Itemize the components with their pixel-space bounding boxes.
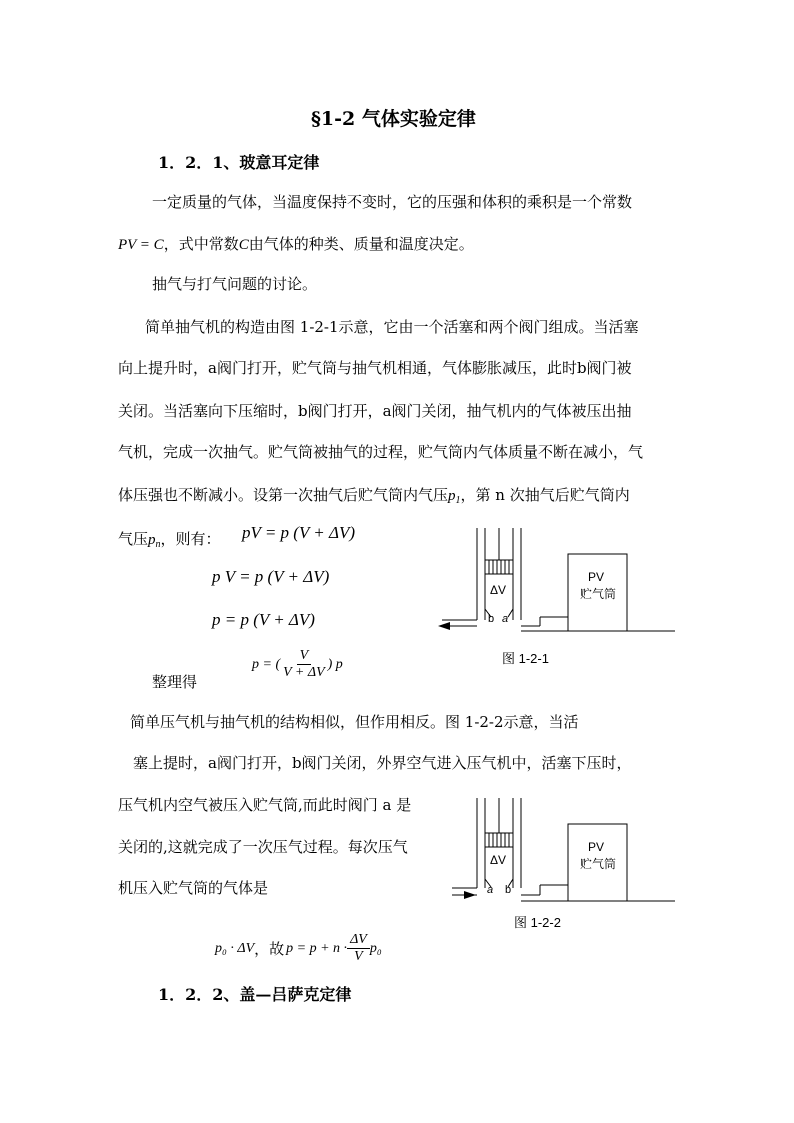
equation-1: pV = p (V + ΔV) (242, 523, 356, 542)
equation-pv-c: PV = C (118, 237, 164, 253)
paragraph-pump-line3: 关闭。当活塞向下压缩时，b阀门打开，a阀门关闭，抽气机内的气体被压出抽 (118, 402, 632, 420)
figure-pump-tank-label: 贮气筒 (580, 587, 617, 601)
figure-pump-caption: 图 1-2-1 (502, 651, 549, 666)
label-zhengli: 整理得 (152, 673, 198, 691)
paragraph-pump-line5: 体压强也不断减小。设第一次抽气后贮气筒内气压$p_1$，第 n 次抽气后贮气筒内 (118, 486, 630, 506)
paragraph-pump-line1: 简单抽气机的构造由图 1-2-1示意，它由一个活塞和两个阀门组成。当活塞 (145, 318, 639, 336)
equation-2: p V = p (V + ΔV) (212, 567, 330, 586)
paragraph-compressor-line3: 压气机内空气被压入贮气筒,而此时阀门 a 是 (118, 796, 412, 814)
section-heading-1-2-1: 1．2．1、玻意耳定律 (158, 153, 320, 172)
paragraph-boyle-line1: 一定质量的气体，当温度保持不变时，它的压强和体积的乘积是一个常数 (152, 193, 633, 211)
paragraph-compressor-line5: 机压入贮气筒的气体是 (118, 879, 269, 897)
section-heading-1-2-2: 1．2．2、盖—吕萨克定律 (158, 985, 352, 1004)
figure-compressor-tank-pv: PV (588, 840, 605, 854)
paragraph-compressor-line1: 简单压气机与抽气机的结构相似，但作用相反。图 1-2-2示意，当活 (130, 713, 579, 731)
figure-pump-diagram (430, 525, 680, 675)
figure-compressor-dv: ΔV (490, 853, 507, 867)
paragraph-compressor-line4: 关闭的,这就完成了一次压气过程。每次压气 (118, 838, 408, 856)
figure-pump-label-a: a (502, 613, 509, 625)
figure-compressor-label-b: b (505, 884, 512, 896)
figure-pump-tank-pv: PV (588, 570, 605, 584)
paragraph-discussion: 抽气与打气问题的讨论。 (152, 275, 318, 293)
figure-pump-label-b: b (488, 613, 495, 625)
paragraph-pump-line4: 气机，完成一次抽气。贮气筒被抽气的过程，贮气筒内气体质量不断在减小，气 (118, 443, 644, 461)
paragraph-boyle-line2: PV = C，式中常数C由气体的种类、质量和温度决定。 (118, 235, 474, 253)
figure-compressor-caption: 图 1-2-2 (514, 915, 561, 930)
equation-4: p = ( $\frac{V}{V + \Delta V}$ ) p (252, 648, 343, 680)
figure-compressor-diagram (430, 795, 680, 935)
page-title: §1-2 气体实验定律 (311, 108, 476, 130)
paragraph-compressor-line2: 塞上提时，a阀门打开，b阀门关闭，外界空气进入压气机中，活塞下压时， (133, 754, 632, 772)
equation-5: p₀ · ΔV ，故 p = p + n · $\frac{\Delta V}{V}$ p₀ (215, 932, 382, 964)
paragraph-pump-line2: 向上提升时，a阀门打开，贮气筒与抽气机相通，气体膨胀减压，此时b阀门被 (118, 359, 632, 377)
figure-pump-dv: ΔV (490, 583, 507, 597)
paragraph-pump-line6: 气压$p_n$，则有： (118, 530, 221, 550)
equation-3: p = p (V + ΔV) (212, 610, 315, 629)
figure-compressor-tank-label: 贮气筒 (580, 857, 617, 871)
figure-compressor-label-a: a (487, 884, 494, 896)
